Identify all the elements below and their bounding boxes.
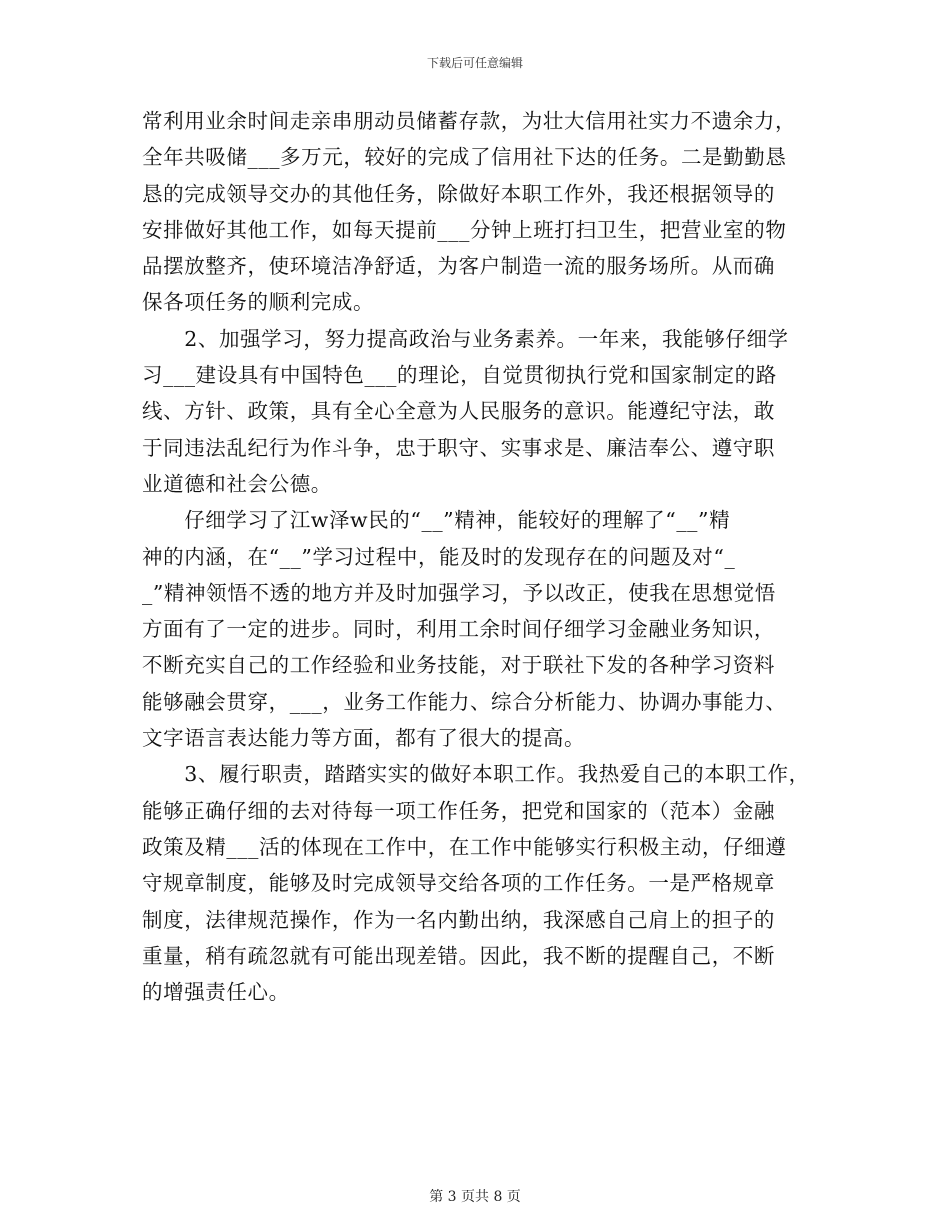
text-line: 保各项任务的顺利完成。 — [142, 290, 375, 315]
document-body — [142, 103, 822, 1010]
text-line: 方面有了一定的进步。同时，利用工余时间仔细学习金融业务知识， — [142, 617, 775, 642]
text-line: 能够正确仔细的去对待每一项工作任务，把党和国家的（范本）金融 — [142, 798, 775, 823]
text-line: 仔细学习了江w泽w民的“__”精神，能较好的理解了“__”精 — [142, 508, 731, 533]
text-line: 能够融会贯穿，___，业务工作能力、综合分析能力、协调办事能力、 — [142, 689, 787, 714]
text-line: 守规章制度，能够及时完成领导交给各项的工作任务。一是严格规章 — [142, 871, 775, 896]
text-line: 品摆放整齐，使环境洁净舒适，为客户制造一流的服务场所。从而确 — [142, 254, 775, 279]
text-line: 政策及精___活的体现在工作中，在工作中能够实行积极主动，仔细遵 — [142, 834, 787, 859]
text-line: 安排做好其他工作，如每天提前___分钟上班打扫卫生，把营业室的物 — [142, 217, 787, 242]
text-line: 神的内涵，在“__”学习过程中，能及时的发现存在的问题及对“_ — [142, 544, 736, 569]
text-line: 文字语言表达能力等方面，都有了很大的提高。 — [142, 726, 586, 751]
page-header: 下载后可任意编辑 — [426, 56, 523, 70]
text-line: 全年共吸储___多万元，较好的完成了信用社下达的任务。二是勤勤恳 — [142, 145, 787, 170]
text-line: 3、履行职责，踏踏实实的做好本职工作。我热爱自己的本职工作， — [142, 762, 810, 787]
text-line: 线、方针、政策，具有全心全意为人民服务的意识。能遵纪守法，敢 — [142, 399, 775, 424]
text-line: 制度，法律规范操作，作为一名内勤出纳，我深感自己肩上的担子的 — [142, 907, 775, 932]
text-line: 恳的完成领导交办的其他任务，除做好本职工作外，我还根据领导的 — [142, 181, 775, 206]
text-line: 的增强责任心。 — [142, 980, 290, 1005]
page-footer: 第 3 页共 8 页 — [429, 1189, 521, 1205]
text-line: 2、加强学习，努力提高政治与业务素养。一年来，我能够仔细学 — [142, 326, 789, 351]
text-line: 于同违法乱纪行为作斗争，忠于职守、实事求是、廉洁奉公、遵守职 — [142, 435, 775, 460]
text-line: 业道德和社会公德。 — [142, 471, 332, 496]
text-line: _”精神领悟不透的地方并及时加强学习，予以改正，使我在思想觉悟 — [142, 580, 776, 605]
text-line: 习___建设具有中国特色___的理论，自觉贯彻执行党和国家制定的路 — [142, 363, 777, 388]
text-line: 不断充实自己的工作经验和业务技能，对于联社下发的各种学习资料 — [142, 653, 775, 678]
text-line: 常利用业余时间走亲串朋动员储蓄存款，为壮大信用社实力不遗余力， — [142, 109, 797, 133]
text-line: 重量，稍有疏忽就有可能出现差错。因此，我不断的提醒自己，不断 — [142, 943, 775, 968]
